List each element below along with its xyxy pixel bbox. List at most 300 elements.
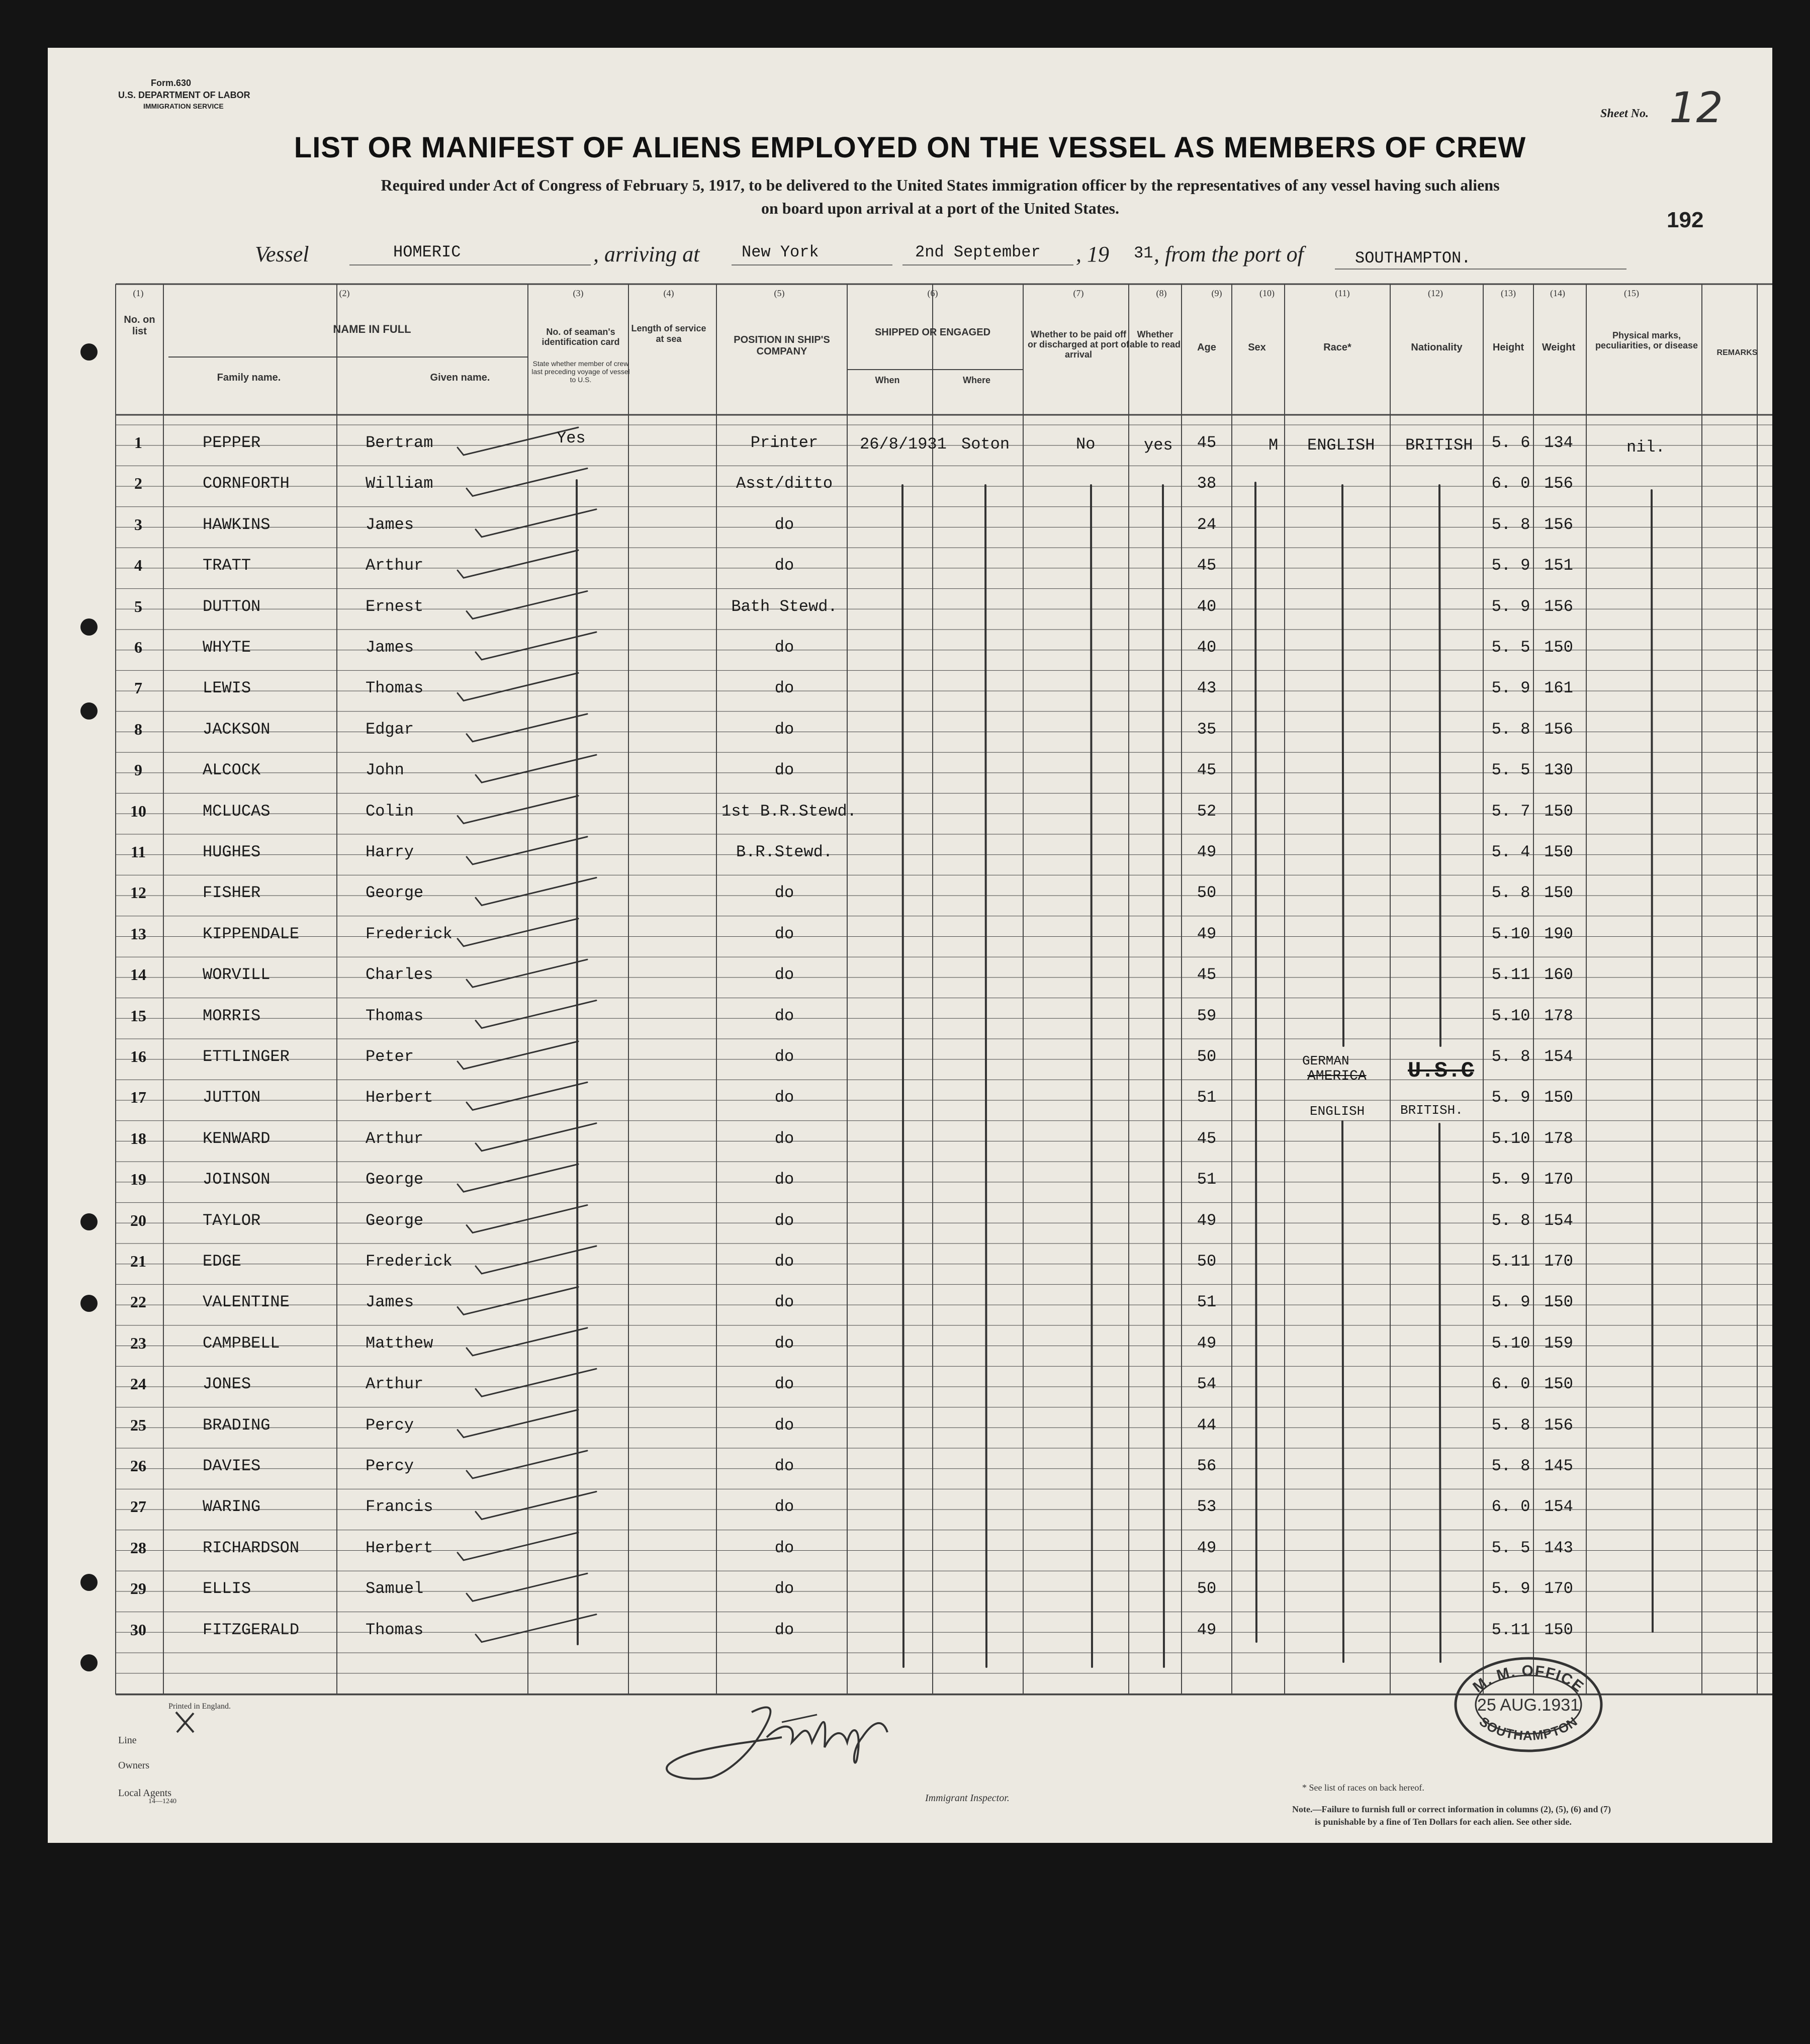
header-shipped: SHIPPED OR ENGAGED <box>874 327 991 338</box>
ditto-line <box>1652 490 1653 1632</box>
position-cell: do <box>774 924 794 943</box>
weight-cell: 156 <box>1544 1415 1573 1435</box>
row-number-cell: 17 <box>130 1088 146 1107</box>
binder-hole <box>80 1295 98 1312</box>
given-name-cell: Percy <box>366 1415 414 1435</box>
age-cell: 49 <box>1197 924 1217 943</box>
height-cell: 5. 6 <box>1491 433 1530 452</box>
position-cell: do <box>774 515 794 534</box>
given-name-cell: James <box>366 515 414 534</box>
family-name-cell: KIPPENDALE <box>203 924 300 943</box>
row-number-cell: 11 <box>130 843 146 861</box>
form-code: 14—1240 <box>148 1798 176 1805</box>
height-cell: 5.11 <box>1491 965 1530 985</box>
position-cell: do <box>774 1334 794 1353</box>
age-cell: 59 <box>1197 1006 1217 1025</box>
header-weight: Weight <box>1542 342 1576 353</box>
race-struck: AMERICA <box>1307 1069 1367 1084</box>
weight-cell: 150 <box>1544 843 1573 861</box>
weight-cell: 156 <box>1544 720 1573 739</box>
header-name-in-full: NAME IN FULL <box>333 323 411 335</box>
stamp-date: 25 AUG.1931 <box>1477 1696 1580 1715</box>
colnum-1: (1) <box>133 288 144 298</box>
row-number-cell: 18 <box>130 1129 146 1147</box>
race-row17: ENGLISH <box>1310 1104 1365 1119</box>
given-name-cell: Samuel <box>366 1579 424 1598</box>
height-cell: 5.10 <box>1491 924 1530 943</box>
age-cell: 49 <box>1197 843 1217 861</box>
family-name-cell: RICHARDSON <box>203 1538 300 1557</box>
age-cell: 50 <box>1197 883 1217 903</box>
position-cell: do <box>774 1047 794 1066</box>
binder-hole <box>80 702 98 720</box>
position-cell: Asst/ditto <box>736 474 833 493</box>
ditto-line <box>577 480 578 1644</box>
age-cell: 40 <box>1197 597 1217 616</box>
vessel-name: HOMERIC <box>393 243 461 261</box>
given-name-cell: George <box>366 1170 424 1189</box>
row-number-cell: 12 <box>130 883 146 902</box>
weight-cell: 150 <box>1544 1293 1573 1312</box>
family-name-cell: CORNFORTH <box>203 474 290 493</box>
age-cell: 35 <box>1197 720 1217 739</box>
age-cell: 49 <box>1197 1334 1217 1353</box>
paid-off: No <box>1076 435 1096 454</box>
given-name-cell: Thomas <box>366 679 424 698</box>
binder-hole <box>80 1574 98 1591</box>
age-cell: 50 <box>1197 1252 1217 1271</box>
family-name-cell: ELLIS <box>203 1579 251 1598</box>
given-name-cell: Francis <box>366 1497 433 1517</box>
height-cell: 5.10 <box>1491 1006 1530 1025</box>
height-cell: 6. 0 <box>1491 1375 1530 1394</box>
family-name-cell: ALCOCK <box>203 761 261 780</box>
year-prefix: , 19 <box>1076 242 1109 266</box>
height-cell: 5. 8 <box>1491 720 1530 739</box>
family-name-cell: DUTTON <box>203 597 261 616</box>
weight-cell: 154 <box>1544 1497 1573 1517</box>
weight-cell: 170 <box>1544 1252 1573 1271</box>
binder-hole <box>80 618 98 636</box>
height-cell: 5. 8 <box>1491 1457 1530 1475</box>
ditto-line <box>1255 483 1256 1642</box>
colnum-15: (15) <box>1624 288 1639 298</box>
nationality-value: BRITISH <box>1405 436 1473 455</box>
height-cell: 5. 8 <box>1491 1047 1530 1066</box>
family-name-cell: MCLUCAS <box>203 802 270 821</box>
given-name-cell: Peter <box>366 1047 414 1066</box>
row-number-cell: 21 <box>130 1252 146 1270</box>
position-cell: do <box>774 1579 794 1598</box>
row-number-cell: 14 <box>130 965 146 984</box>
height-cell: 5. 5 <box>1491 761 1530 780</box>
position-cell: Printer <box>750 433 819 452</box>
subtitle-line-1: Required under Act of Congress of February 5, 1917, to be delivered to the United States immigration officer by the representatives of any vessel having such aliens <box>381 176 1500 194</box>
position-cell: B.R.Stewd. <box>736 843 833 861</box>
weight-cell: 170 <box>1544 1170 1573 1189</box>
row-number-cell: 3 <box>134 515 142 534</box>
weight-cell: 156 <box>1544 474 1573 493</box>
colnum-13: (13) <box>1501 288 1516 298</box>
given-name-cell: William <box>366 474 433 493</box>
given-name-cell: Herbert <box>366 1538 433 1557</box>
note-line-1: Note.—Failure to furnish full or correct information in columns (2), (5), (6) and (7) <box>1292 1804 1611 1814</box>
weight-cell: 154 <box>1544 1211 1573 1230</box>
row-number-cell: 6 <box>134 638 142 656</box>
ditto-line <box>1439 1124 1440 1662</box>
family-name-cell: TRATT <box>203 556 251 575</box>
age-cell: 53 <box>1197 1497 1217 1517</box>
sheet-label: Sheet No. <box>1600 107 1649 120</box>
age-cell: 56 <box>1197 1457 1217 1475</box>
weight-cell: 151 <box>1544 556 1573 575</box>
age-cell: 50 <box>1197 1579 1217 1598</box>
ditto-line <box>1342 485 1343 1046</box>
weight-cell: 161 <box>1544 679 1573 698</box>
row-number-cell: 15 <box>130 1006 146 1025</box>
position-cell: do <box>774 1129 794 1148</box>
weight-cell: 159 <box>1544 1334 1573 1353</box>
weight-cell: 143 <box>1544 1538 1573 1557</box>
binder-hole <box>80 343 98 361</box>
ditto-line <box>1163 485 1164 1667</box>
given-name-cell: Arthur <box>366 1129 424 1148</box>
position-cell: do <box>774 720 794 739</box>
given-name-cell: Thomas <box>366 1620 424 1639</box>
departure-port: SOUTHAMPTON. <box>1355 249 1471 268</box>
row-number-cell: 26 <box>130 1457 146 1475</box>
office-stamp <box>1453 1654 1604 1755</box>
header-able-read: Whether able to read <box>1129 329 1181 349</box>
age-cell: 49 <box>1197 1538 1217 1557</box>
colnum-4: (4) <box>663 288 674 298</box>
given-name-cell: Edgar <box>366 720 414 739</box>
age-cell: 45 <box>1197 556 1217 575</box>
binder-hole <box>80 1654 98 1671</box>
age-cell: 51 <box>1197 1293 1217 1312</box>
family-name-cell: CAMPBELL <box>203 1334 280 1353</box>
page-title: LIST OR MANIFEST OF ALIENS EMPLOYED ON THE VESSEL AS MEMBERS OF CREW <box>294 131 1526 164</box>
position-cell: do <box>774 1170 794 1189</box>
age-cell: 51 <box>1197 1170 1217 1189</box>
position-cell: do <box>774 1415 794 1435</box>
row-number-cell: 29 <box>130 1579 146 1598</box>
header-family-name: Family name. <box>217 372 281 383</box>
given-name-cell: Arthur <box>366 556 424 575</box>
race-correction: GERMAN <box>1302 1053 1349 1069</box>
position-cell: do <box>774 883 794 903</box>
age-cell: 45 <box>1197 1129 1217 1148</box>
header-race: Race* <box>1323 342 1351 353</box>
signature-scrawl <box>651 1692 953 1793</box>
family-name-cell: JOINSON <box>203 1170 270 1189</box>
given-name-cell: Thomas <box>366 1006 424 1025</box>
colnum-7: (7) <box>1073 288 1084 298</box>
position-cell: do <box>774 1088 794 1107</box>
header-id-card: No. of seaman's identification card <box>541 327 620 347</box>
stamp-bottom-text: SOUTHAMPTON <box>1476 1714 1581 1743</box>
subtitle-line-2: on board upon arrival at a port of the United States. <box>761 199 1119 217</box>
row-number-cell: 22 <box>130 1293 146 1311</box>
height-cell: 5. 8 <box>1491 1415 1530 1435</box>
given-name-cell: Matthew <box>366 1334 433 1353</box>
physical-value: nil. <box>1626 438 1665 457</box>
header-nationality: Nationality <box>1411 342 1463 353</box>
arriving-label: , arriving at <box>593 242 700 266</box>
colnum-6: (6) <box>927 288 938 298</box>
height-cell: 5. 9 <box>1491 1579 1530 1598</box>
department-name: U.S. DEPARTMENT OF LABOR <box>118 90 250 100</box>
height-cell: 6. 0 <box>1491 474 1530 493</box>
nationality-struck: U.S.C <box>1408 1058 1475 1084</box>
position-cell: do <box>774 1375 794 1394</box>
colnum-2: (2) <box>339 288 350 298</box>
age-cell: 45 <box>1197 965 1217 985</box>
family-name-cell: ETTLINGER <box>203 1047 290 1066</box>
header-physical: Physical marks, peculiarities, or disease <box>1595 330 1698 350</box>
owners-label: Owners <box>118 1760 150 1771</box>
header-remarks: REMARKS <box>1716 348 1758 357</box>
weight-cell: 178 <box>1544 1129 1573 1148</box>
shipped-when: 26/8/1931 <box>860 435 947 454</box>
weight-cell: 150 <box>1544 802 1573 821</box>
row-number-cell: 24 <box>130 1375 146 1393</box>
position-cell: do <box>774 638 794 657</box>
age-cell: 45 <box>1197 761 1217 780</box>
family-name-cell: LEWIS <box>203 679 251 698</box>
height-cell: 5. 8 <box>1491 515 1530 534</box>
family-name-cell: KENWARD <box>203 1129 270 1148</box>
row-number-cell: 5 <box>134 597 142 615</box>
weight-cell: 178 <box>1544 1006 1573 1025</box>
weight-cell: 150 <box>1544 1088 1573 1107</box>
age-cell: 44 <box>1197 1415 1217 1435</box>
height-cell: 5. 8 <box>1491 1211 1530 1230</box>
header-position: POSITION IN SHIP'S COMPANY <box>734 334 830 357</box>
family-name-cell: WARING <box>203 1497 261 1517</box>
arrival-date: 2nd September <box>915 243 1041 261</box>
position-cell: do <box>774 1497 794 1517</box>
position-cell: do <box>774 1006 794 1025</box>
given-name-cell: Bertram <box>366 433 433 452</box>
arrival-port: New York <box>742 243 819 261</box>
header-when: When <box>875 375 900 385</box>
position-cell: do <box>774 1620 794 1639</box>
family-name-cell: VALENTINE <box>203 1293 290 1312</box>
row-number-cell: 9 <box>134 761 142 779</box>
colnum-5: (5) <box>774 288 785 298</box>
family-name-cell: FITZGERALD <box>203 1620 300 1639</box>
yes-mark: Yes <box>557 429 586 448</box>
given-name-cell: Arthur <box>366 1375 424 1394</box>
position-cell: do <box>774 1293 794 1312</box>
age-cell: 50 <box>1197 1047 1217 1066</box>
family-name-cell: WHYTE <box>203 638 251 657</box>
position-cell: do <box>774 556 794 575</box>
colnum-9: (9) <box>1211 288 1222 298</box>
given-name-cell: Colin <box>366 802 414 821</box>
colnum-11: (11) <box>1335 288 1350 298</box>
family-name-cell: DAVIES <box>203 1457 261 1475</box>
family-name-cell: EDGE <box>203 1252 241 1271</box>
weight-cell: 160 <box>1544 965 1573 985</box>
row-number-cell: 13 <box>130 924 146 943</box>
nationality-row17: BRITISH. <box>1400 1103 1463 1118</box>
race-value: ENGLISH <box>1307 436 1375 455</box>
position-cell: do <box>774 1538 794 1557</box>
binder-hole <box>80 1213 98 1230</box>
position-cell: 1st B.R.Stewd. <box>721 802 857 821</box>
position-cell: Bath Stewd. <box>731 597 838 616</box>
form-number: Form.630 <box>151 78 192 88</box>
header-given-name: Given name. <box>430 372 490 383</box>
manifest-sheet <box>48 48 1772 1843</box>
from-port-label: , from the port of <box>1154 242 1304 266</box>
age-cell: 43 <box>1197 679 1217 698</box>
row-number-cell: 23 <box>130 1334 146 1352</box>
header-paid-off: Whether to be paid off or discharged at port of arrival <box>1027 329 1130 360</box>
given-name-cell: Percy <box>366 1457 414 1475</box>
height-cell: 5. 9 <box>1491 1170 1530 1189</box>
age-cell: 45 <box>1197 433 1217 452</box>
given-name-cell: James <box>366 1293 414 1312</box>
position-cell: do <box>774 1252 794 1271</box>
arrival-year: 31 <box>1134 244 1153 262</box>
header-height: Height <box>1492 342 1524 353</box>
weight-cell: 145 <box>1544 1457 1573 1475</box>
height-cell: 5. 8 <box>1491 883 1530 903</box>
header-age: Age <box>1197 342 1216 353</box>
row-number-cell: 25 <box>130 1415 146 1434</box>
height-cell: 5. 9 <box>1491 556 1530 575</box>
given-name-cell: John <box>366 761 404 780</box>
sex-value: M <box>1269 436 1279 455</box>
row-number-cell: 7 <box>134 679 142 697</box>
weight-cell: 170 <box>1544 1579 1573 1598</box>
races-note: * See list of races on back hereof. <box>1302 1783 1424 1793</box>
row-number-cell: 28 <box>130 1538 146 1557</box>
height-cell: 5. 9 <box>1491 597 1530 616</box>
row-number-cell: 16 <box>130 1047 146 1065</box>
height-cell: 5. 9 <box>1491 1293 1530 1312</box>
family-name-cell: PEPPER <box>203 433 261 452</box>
family-name-cell: JACKSON <box>203 720 270 739</box>
shipped-where: Soton <box>961 435 1010 454</box>
colnum-8: (8) <box>1156 288 1167 298</box>
stamp-top-text: M. M. OFFICE <box>1470 1662 1587 1696</box>
colnum-12: (12) <box>1428 288 1443 298</box>
family-name-cell: BRADING <box>203 1415 270 1435</box>
age-cell: 49 <box>1197 1211 1217 1230</box>
position-cell: do <box>774 761 794 780</box>
given-name-cell: George <box>366 883 424 903</box>
weight-cell: 156 <box>1544 597 1573 616</box>
height-cell: 5. 5 <box>1491 638 1530 657</box>
row-number-cell: 19 <box>130 1170 146 1189</box>
weight-cell: 156 <box>1544 515 1573 534</box>
height-cell: 5. 9 <box>1491 679 1530 698</box>
position-cell: do <box>774 965 794 985</box>
age-cell: 40 <box>1197 638 1217 657</box>
header-id-card-note: State whether member of crew last preceding voyage of vessel to U.S. <box>531 360 630 384</box>
given-name-cell: James <box>366 638 414 657</box>
given-name-cell: Harry <box>366 843 414 861</box>
position-cell: do <box>774 1457 794 1475</box>
age-cell: 52 <box>1197 802 1217 821</box>
vessel-label: Vessel <box>255 242 309 266</box>
given-name-cell: Charles <box>366 965 433 985</box>
ditto-line <box>902 485 903 1667</box>
row-number-cell: 8 <box>134 720 142 738</box>
row-number-cell: 27 <box>130 1497 146 1516</box>
given-name-cell: Herbert <box>366 1088 433 1107</box>
height-cell: 5.11 <box>1491 1252 1530 1271</box>
height-cell: 5. 9 <box>1491 1088 1530 1107</box>
given-name-cell: Frederick <box>366 924 452 943</box>
weight-cell: 150 <box>1544 1375 1573 1394</box>
family-name-cell: JONES <box>203 1375 251 1394</box>
inspector-label: Immigrant Inspector. <box>925 1793 1010 1804</box>
colnum-14: (14) <box>1550 288 1565 298</box>
row-number-cell: 2 <box>134 474 142 493</box>
header-length-service: Length of service at sea <box>631 323 706 344</box>
height-cell: 6. 0 <box>1491 1497 1530 1517</box>
sheet-number: 12 <box>1669 83 1723 132</box>
agents-label: Local Agents <box>118 1788 172 1799</box>
ditto-line <box>1091 485 1092 1667</box>
header-where: Where <box>962 375 990 385</box>
height-cell: 5.10 <box>1491 1334 1530 1353</box>
header-sex: Sex <box>1248 342 1266 353</box>
weight-cell: 154 <box>1544 1047 1573 1066</box>
family-name-cell: FISHER <box>203 883 261 903</box>
note-line-2: is punishable by a fine of Ten Dollars for each alien. See other side. <box>1315 1817 1572 1827</box>
family-name-cell: HUGHES <box>203 843 261 861</box>
page-number: 192 <box>1667 208 1704 232</box>
weight-cell: 130 <box>1544 761 1573 780</box>
height-cell: 5.10 <box>1491 1129 1530 1148</box>
height-cell: 5. 7 <box>1491 802 1530 821</box>
family-name-cell: MORRIS <box>203 1006 261 1025</box>
height-cell: 5.11 <box>1491 1620 1530 1639</box>
weight-cell: 190 <box>1544 924 1573 943</box>
age-cell: 54 <box>1197 1375 1217 1394</box>
family-name-cell: HAWKINS <box>203 515 270 534</box>
row-number-cell: 1 <box>134 433 142 452</box>
height-cell: 5. 4 <box>1491 843 1530 861</box>
family-name-cell: JUTTON <box>203 1088 261 1107</box>
row-number-cell: 30 <box>130 1620 146 1639</box>
age-cell: 51 <box>1197 1088 1217 1107</box>
svg-text:SOUTHAMPTON <box>1477 1714 1581 1743</box>
given-name-cell: George <box>366 1211 424 1230</box>
manifest-grid <box>48 48 1772 1843</box>
row-number-cell: 20 <box>130 1211 146 1229</box>
weight-cell: 150 <box>1544 883 1573 903</box>
colnum-10: (10) <box>1259 288 1275 298</box>
row-number-cell: 4 <box>134 556 142 575</box>
age-cell: 49 <box>1197 1620 1217 1639</box>
age-cell: 38 <box>1197 474 1217 493</box>
weight-cell: 134 <box>1544 433 1573 452</box>
position-cell: do <box>774 679 794 698</box>
family-name-cell: TAYLOR <box>203 1211 261 1230</box>
able-read: yes <box>1144 436 1173 455</box>
printed-in-england: Printed in England. <box>168 1702 231 1711</box>
ditto-line <box>985 485 986 1667</box>
ditto-line <box>1439 485 1440 1046</box>
cross-mark <box>171 1707 201 1737</box>
